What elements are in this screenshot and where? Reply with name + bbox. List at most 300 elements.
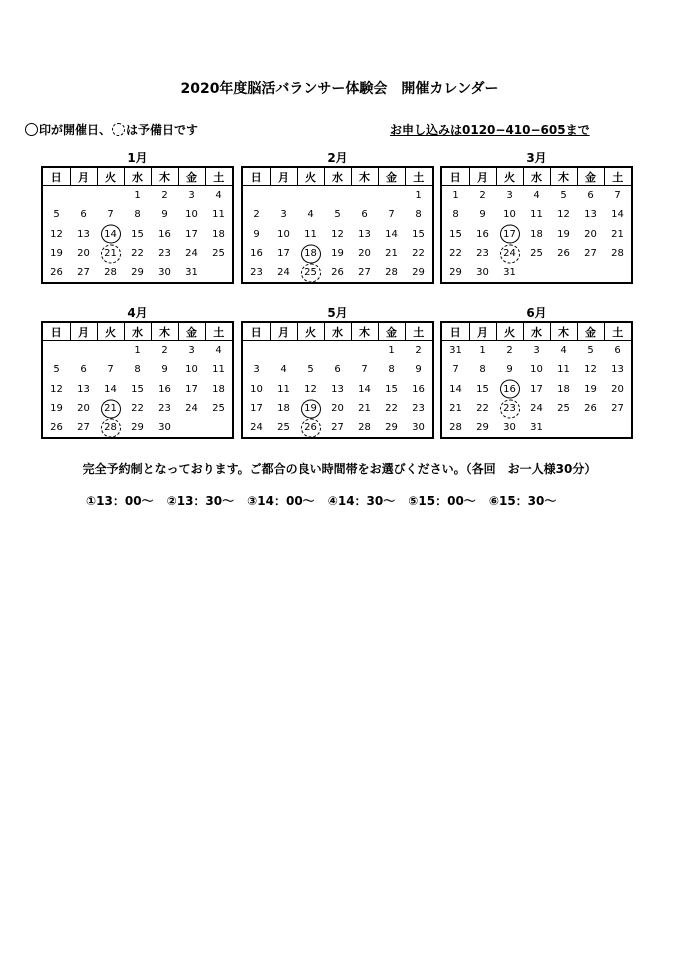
month-title: 2月 [327,151,348,165]
calendar-day [442,186,469,206]
day-number: 14 [385,228,398,240]
calendar-day [604,186,631,206]
calendar-day [577,341,604,361]
calendar-day [469,380,496,399]
calendar-day [97,186,124,206]
calendar-day [550,205,577,224]
calendar-day [97,399,124,418]
day-number: 22 [131,403,144,415]
day-number: 25 [277,422,290,434]
day-number: 11 [557,364,570,376]
weekday-header: 水 [324,323,351,341]
weekday-header: 木 [151,168,178,186]
day-number: 6 [587,190,594,202]
day-number: 12 [557,209,570,221]
calendar-week-row [442,186,631,206]
day-number: 15 [476,383,489,395]
calendar-day [351,205,378,224]
calendar-day [405,418,432,437]
weekday-header: 水 [124,168,151,186]
day-number: 18 [530,228,543,240]
day-number: 20 [77,403,90,415]
day-number: 29 [131,267,144,279]
day-number: 19 [331,248,344,260]
day-number: 11 [277,383,290,395]
day-number: 26 [304,422,317,434]
day-number: 8 [479,364,486,376]
calendar-day [378,186,405,206]
calendar-day [469,263,496,282]
calendar-day [270,360,297,379]
time-slot: ⑥15：30〜 [488,494,557,508]
calendar-day [70,205,97,224]
weekday-header: 水 [324,168,351,186]
calendar-week-row [43,418,232,437]
calendar-day [378,341,405,361]
day-number: 15 [131,383,144,395]
page-title: 2020年度脳活バランサー体験会 開催カレンダー [180,81,499,97]
calendar-day [604,244,631,263]
day-number: 3 [188,345,195,357]
calendar-day [324,186,351,206]
calendar-day [97,418,124,437]
day-number: 24 [185,248,198,260]
day-number: 30 [503,422,516,434]
weekday-header: 木 [351,323,378,341]
legend-reserve-label: は予備日です [126,123,199,137]
calendar-day [151,186,178,206]
day-number: 1 [415,190,422,202]
weekday-header: 土 [405,323,432,341]
weekday-header: 土 [604,323,631,341]
month-title: 5月 [327,306,348,320]
calendar-day [151,225,178,244]
calendar-day [243,399,270,418]
calendar-week-row [442,360,631,379]
day-number: 26 [331,267,344,279]
calendar-day [351,263,378,282]
calendar-day [577,380,604,399]
day-number: 5 [307,364,314,376]
calendar-day [70,341,97,361]
day-number: 31 [530,422,543,434]
calendar-day [43,186,70,206]
day-number: 28 [104,422,117,434]
calendar-day [496,399,523,418]
day-number: 9 [253,228,260,240]
calendar-day [523,360,550,379]
calendar-day [442,263,469,282]
calendar-day [496,225,523,244]
weekday-header: 月 [469,323,496,341]
day-number: 23 [412,403,425,415]
day-number: 3 [188,190,195,202]
day-number: 21 [449,403,462,415]
time-slot: ①13：00〜 [86,494,154,508]
day-number: 7 [107,364,114,376]
weekday-header: 木 [351,168,378,186]
calendar-day [351,225,378,244]
calendar-day [550,225,577,244]
calendar-day [577,225,604,244]
calendar-day [496,341,523,361]
weekday-header: 水 [523,323,550,341]
weekday-header: 日 [43,168,70,186]
calendar-day [405,399,432,418]
weekday-header: 火 [97,168,124,186]
day-number: 11 [304,228,317,240]
day-number: 18 [304,248,317,260]
calendar-week-row [243,341,432,361]
weekday-header: 火 [97,323,124,341]
calendar-day [297,244,324,263]
day-number: 7 [452,364,459,376]
calendar-day [496,186,523,206]
weekday-header: 木 [151,323,178,341]
weekday-header: 金 [178,323,205,341]
weekday-header: 金 [378,323,405,341]
calendar-week-row [43,341,232,361]
day-number: 13 [331,383,344,395]
day-number: 29 [449,267,462,279]
weekday-header: 月 [270,323,297,341]
calendar-day [523,225,550,244]
calendar-day [324,244,351,263]
day-number: 28 [104,267,117,279]
calendar-day [124,380,151,399]
weekday-header: 火 [496,168,523,186]
calendar-day [550,418,577,437]
day-number: 3 [253,364,260,376]
day-number: 22 [412,248,425,260]
calendar-day [178,205,205,224]
calendar-day [469,399,496,418]
day-number: 25 [557,403,570,415]
calendar-day [378,399,405,418]
day-number: 22 [131,248,144,260]
calendar-day [324,205,351,224]
calendar-day [324,399,351,418]
day-number: 4 [307,209,314,221]
calendar-day [151,244,178,263]
calendar-day [351,341,378,361]
calendar-day [124,418,151,437]
calendar-day [270,205,297,224]
day-number: 6 [80,209,87,221]
calendar-week-row [43,380,232,399]
calendar-day [205,244,232,263]
day-number: 22 [449,248,462,260]
calendar-day [43,263,70,282]
day-number: 8 [452,209,459,221]
day-number: 13 [77,228,90,240]
calendar-day [270,186,297,206]
day-number: 9 [479,209,486,221]
calendar-day [442,244,469,263]
calendar-week-row [43,244,232,263]
calendar-day [70,418,97,437]
weekday-header: 月 [70,323,97,341]
month-calendar [440,305,633,439]
day-number: 16 [412,383,425,395]
calendar-day [442,205,469,224]
calendar-day [604,341,631,361]
calendar-day [43,244,70,263]
calendar-week-row [442,341,631,361]
calendar-day [243,225,270,244]
day-number: 7 [388,209,395,221]
calendar-day [70,225,97,244]
day-number: 6 [361,209,368,221]
calendar-day [243,263,270,282]
day-number: 7 [614,190,621,202]
calendar-day [496,380,523,399]
day-number: 28 [449,422,462,434]
calendar-day [351,380,378,399]
calendar-day [523,399,550,418]
calendar-day [243,186,270,206]
day-number: 28 [385,267,398,279]
calendar-day [124,186,151,206]
day-number: 3 [506,190,513,202]
calendar-day [442,418,469,437]
calendar-day [297,418,324,437]
calendar-day [324,418,351,437]
calendar-week-row [442,205,631,224]
day-number: 19 [50,248,63,260]
month-calendar [440,150,633,284]
phone-contact: お申し込みは0120−410−605まで [390,123,590,137]
day-number: 24 [503,248,516,260]
day-number: 10 [185,209,198,221]
calendar-week-row [442,399,631,418]
weekday-header: 火 [297,168,324,186]
calendar-day [405,186,432,206]
weekday-header: 土 [405,168,432,186]
calendar-day [297,186,324,206]
day-number: 1 [479,345,486,357]
calendar-day [205,341,232,361]
day-number: 2 [479,190,486,202]
calendar-day [297,263,324,282]
day-number: 6 [334,364,341,376]
calendar-day [351,360,378,379]
calendar-day [270,244,297,263]
calendar-week-row [243,244,432,263]
day-number: 12 [50,228,63,240]
weekday-header: 金 [577,323,604,341]
calendar-day [70,360,97,379]
day-number: 24 [277,267,290,279]
calendar-day [378,360,405,379]
calendar-day [243,341,270,361]
calendar-day [378,380,405,399]
calendar-day [124,225,151,244]
calendar-week-row [43,360,232,379]
day-number: 11 [530,209,543,221]
day-number: 30 [158,422,171,434]
weekday-header: 火 [496,323,523,341]
time-slot: ④14：30〜 [327,494,396,508]
day-number: 17 [185,228,198,240]
weekday-header: 金 [577,168,604,186]
day-number: 5 [53,209,60,221]
day-number: 2 [415,345,422,357]
reserve-day-dashed-circle-icon [112,123,125,136]
day-number: 25 [212,248,225,260]
day-number: 23 [250,267,263,279]
calendar-day [577,244,604,263]
calendar-day [405,380,432,399]
calendar-day [270,225,297,244]
weekday-header: 日 [243,168,270,186]
calendar-day [351,399,378,418]
day-number: 1 [134,190,141,202]
calendar-day [469,244,496,263]
day-number: 4 [215,190,222,202]
calendar-day [97,360,124,379]
weekday-header: 月 [70,168,97,186]
day-number: 18 [212,383,225,395]
calendar-day [604,380,631,399]
calendar-week-row [243,225,432,244]
day-number: 5 [53,364,60,376]
day-number: 21 [104,403,117,415]
calendar-day [270,380,297,399]
calendar-day [351,244,378,263]
calendar-day [43,341,70,361]
calendar-week-row [243,205,432,224]
calendar-day [604,360,631,379]
calendar-day [550,263,577,282]
day-number: 26 [584,403,597,415]
calendar-day [378,225,405,244]
calendar-day [550,399,577,418]
day-number: 6 [80,364,87,376]
weekday-header: 日 [243,323,270,341]
day-number: 17 [277,248,290,260]
calendar-week-row [243,399,432,418]
day-number: 27 [331,422,344,434]
day-number: 13 [358,228,371,240]
calendar-day [43,360,70,379]
calendar-day [550,360,577,379]
day-number: 31 [449,345,462,357]
calendar-day [297,225,324,244]
day-number: 22 [476,403,489,415]
calendar-day [178,399,205,418]
calendar-day [205,186,232,206]
day-number: 11 [212,209,225,221]
calendar-day [442,341,469,361]
calendar-day [205,360,232,379]
day-number: 24 [250,422,263,434]
calendar-day [604,399,631,418]
calendar-day [324,380,351,399]
day-number: 18 [277,403,290,415]
month-title: 3月 [526,151,547,165]
day-number: 31 [503,267,516,279]
day-number: 10 [530,364,543,376]
day-number: 5 [334,209,341,221]
weekday-header: 金 [178,168,205,186]
day-number: 3 [280,209,287,221]
calendar-day [124,399,151,418]
calendar-day [243,244,270,263]
day-number: 16 [158,228,171,240]
calendar-day [43,380,70,399]
day-number: 8 [415,209,422,221]
day-number: 29 [476,422,489,434]
day-number: 21 [385,248,398,260]
calendar-day [151,399,178,418]
day-number: 14 [358,383,371,395]
weekday-header: 土 [205,323,232,341]
day-number: 11 [212,364,225,376]
day-number: 19 [50,403,63,415]
calendar-week-row [243,418,432,437]
day-number: 24 [530,403,543,415]
calendar-day [378,205,405,224]
calendar-week-row [442,244,631,263]
day-number: 19 [304,403,317,415]
day-number: 1 [134,345,141,357]
day-number: 13 [77,383,90,395]
day-number: 30 [476,267,489,279]
calendar-week-row [43,225,232,244]
calendar-week-row [43,186,232,206]
day-number: 27 [77,422,90,434]
day-number: 8 [388,364,395,376]
calendar-day [577,418,604,437]
calendar-day [604,418,631,437]
day-number: 31 [185,267,198,279]
calendar-day [523,341,550,361]
weekday-header: 木 [550,323,577,341]
day-number: 27 [77,267,90,279]
calendar-day [405,205,432,224]
day-number: 16 [503,383,516,395]
calendar-day [297,380,324,399]
month-title: 1月 [127,151,148,165]
day-number: 14 [449,383,462,395]
calendar-day [442,225,469,244]
calendar-day [378,244,405,263]
day-number: 20 [358,248,371,260]
calendar-day [70,244,97,263]
calendar-day [124,341,151,361]
calendar-day [270,341,297,361]
day-number: 26 [50,267,63,279]
calendar-week-row [442,225,631,244]
calendar-day [151,360,178,379]
day-number: 10 [185,364,198,376]
day-number: 18 [557,383,570,395]
calendar-day [523,380,550,399]
calendar-day [405,341,432,361]
calendar-day [405,225,432,244]
calendar-week-row [43,205,232,224]
calendar-day [297,341,324,361]
day-number: 4 [560,345,567,357]
day-number: 2 [506,345,513,357]
calendar-day [43,418,70,437]
month-title: 6月 [526,306,547,320]
calendar-day [97,380,124,399]
calendar-day [178,360,205,379]
calendar-week-row [43,263,232,282]
calendar-day [405,360,432,379]
